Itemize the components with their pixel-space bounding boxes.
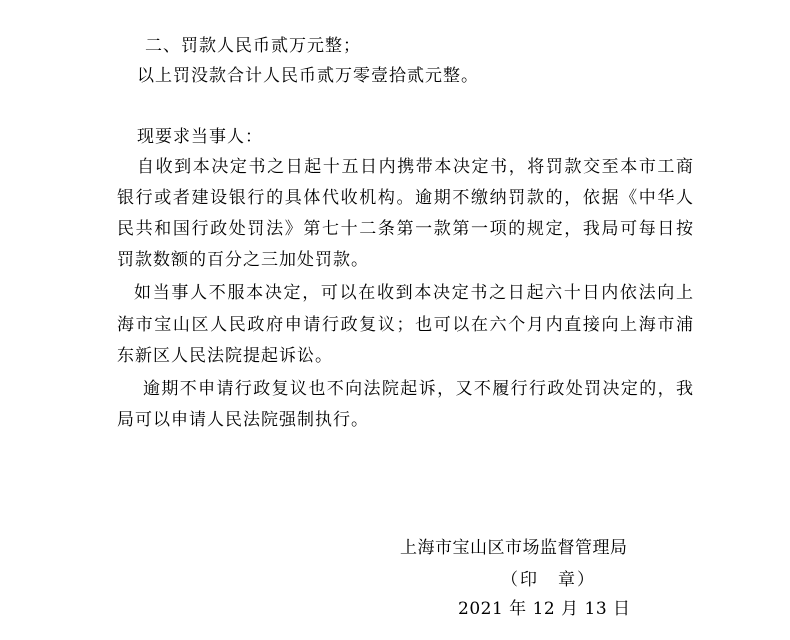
- penalty-total: 以上罚没款合计人民币贰万零壹拾贰元整。: [137, 66, 479, 86]
- paragraph-2-line-3: 东新区人民法院提起诉讼。: [117, 346, 333, 366]
- paragraph-1-line-4: 罚款数额的百分之三加处罚款。: [117, 250, 369, 270]
- requirements-heading: 现要求当事人：: [137, 127, 263, 147]
- paragraph-2-line-2: 海市宝山区人民政府申请行政复议；也可以在六个月内直接向上海市浦: [117, 315, 693, 335]
- signature-date: 2021 年 12 月 13 日: [458, 599, 631, 619]
- signature-organization: 上海市宝山区市场监督管理局: [400, 538, 628, 558]
- paragraph-2-line-1: 如当事人不服本决定，可以在收到本决定书之日起六十日内依法向上: [134, 283, 693, 303]
- paragraph-1-line-1: 自收到本决定书之日起十五日内携带本决定书，将罚款交至本市工商: [137, 157, 693, 177]
- penalty-item-two: 二、罚款人民币贰万元整；: [145, 36, 361, 56]
- signature-seal: （印 章）: [501, 570, 596, 590]
- paragraph-3-line-1: 逾期不申请行政复议也不向法院起诉，又不履行行政处罚决定的，我: [143, 379, 693, 399]
- paragraph-3-line-2: 局可以申请人民法院强制执行。: [117, 410, 369, 430]
- paragraph-1-line-3: 民共和国行政处罚法》第七十二条第一款第一项的规定，我局可每日按: [117, 219, 693, 239]
- paragraph-1-line-2: 银行或者建设银行的具体代收机构。逾期不缴纳罚款的，依据《中华人: [117, 188, 693, 208]
